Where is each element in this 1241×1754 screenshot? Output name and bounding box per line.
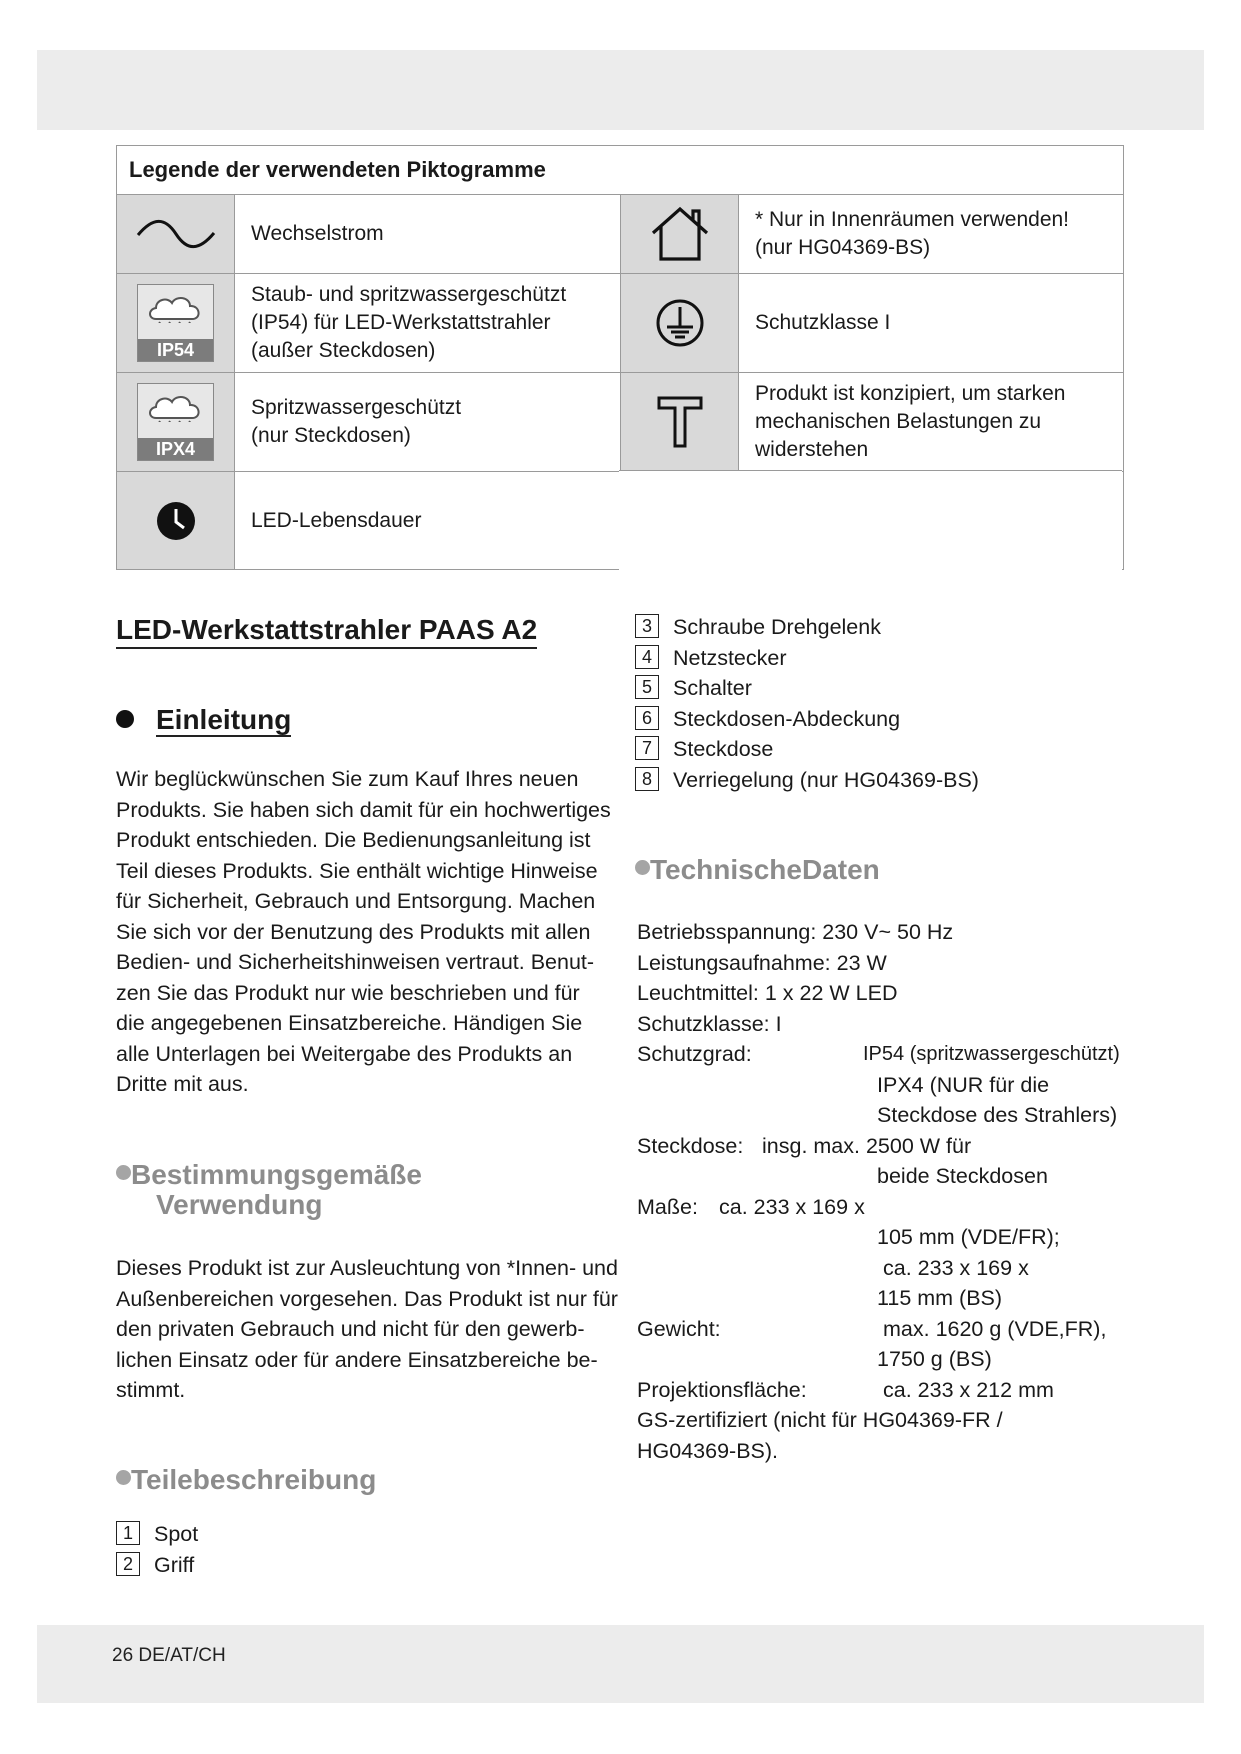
parts-list-left — [116, 1519, 198, 1580]
tech-heading: TechnischeDaten — [635, 854, 880, 886]
list-item: 6 Steckdosen-Abdeckung — [635, 704, 979, 735]
bullet-icon — [116, 1470, 131, 1485]
hammer-icon — [621, 373, 739, 471]
ip54-icon — [137, 284, 214, 362]
legend-text-ip54-2: (IP54) für LED-Werkstattstrahler — [251, 311, 551, 334]
ipx4-icon — [137, 383, 214, 461]
clock-icon — [117, 472, 235, 569]
list-item: 5 Schalter — [635, 673, 979, 704]
legend-text-ipx4-2: (nur Steckdosen) — [251, 424, 411, 447]
usage-paragraph: Dieses Produkt ist zur Ausleuchtung von *Innen- und Außenbereichen vorgesehen. Das Produkt ist nur für den privaten Gebrauch und nicht für den gewerb- lichen Einsatz oder für andere Einsatzbereiche be- stimmt. — [116, 1256, 618, 1402]
list-item: 1 Spot — [116, 1519, 198, 1550]
legend-text-ipx4-1: Spritzwassergeschützt — [251, 396, 462, 419]
legend-text-protection: Schutzklasse I — [755, 311, 891, 334]
header-band — [37, 50, 1204, 130]
page-number: 26 DE/AT/CH — [112, 1645, 226, 1666]
ip54-badge: IP54 — [138, 339, 213, 361]
legend-text-ac: Wechselstrom — [251, 222, 384, 245]
legend-text-led-life: LED-Lebensdauer — [251, 508, 422, 532]
legend-text-indoor-1: * Nur in Innenräumen verwenden! — [755, 208, 1070, 231]
legend-row — [117, 373, 1123, 472]
list-item: 7 Steckdose — [635, 734, 979, 765]
legend-row — [117, 274, 1123, 373]
tech-specs: Betriebsspannung: 230 V~ 50 Hz Leistungsaufnahme: 23 W Leuchtmittel: 1 x 22 W LED Schutzklasse: I Schutzgrad: IP54 (spritzwassergeschützt) IPX4 (NUR für die Steckdose des Strahlers) Steckdose: insg. max. 2500 W für beide Steckdosen Maße: ca. 233 x 169 x 105 mm (VDE/FR); ca. 233 x 169 x 115 mm (BS) Gewicht: max. 1620 g (VDE,FR), 1750 g (BS) Projektionsfläche: ca. 233 x 212 mm GS-zertifiziert (nicht für HG04369-FR / HG04369-BS). — [637, 920, 1120, 1463]
legend-text-ip54-3: (außer Steckdosen) — [251, 339, 436, 362]
legend-text-indoor-2: (nur HG04369-BS) — [755, 236, 931, 259]
ac-wave-icon — [117, 195, 235, 273]
legend-text-robust-2: mechanischen Belastungen zu — [755, 410, 1042, 433]
legend-text-ip54-1: Staub- und spritzwassergeschützt — [251, 283, 567, 306]
bullet-icon — [635, 860, 650, 875]
product-title: LED-Werkstattstrahler PAAS A2 — [116, 614, 537, 649]
bullet-icon — [116, 1165, 131, 1180]
parts-heading: Teilebeschreibung — [116, 1464, 376, 1496]
parts-list-right — [635, 612, 979, 795]
usage-heading: Bestimmungsgemäße Verwendung — [116, 1160, 422, 1220]
list-item: 3 Schraube Drehgelenk — [635, 612, 979, 643]
legend-text-robust-1: Produkt ist konzipiert, um starken — [755, 382, 1066, 405]
house-icon — [621, 195, 739, 273]
list-item: 4 Netzstecker — [635, 643, 979, 674]
protection-class-icon — [621, 274, 739, 372]
intro-heading: Einleitung — [116, 704, 291, 736]
list-item: 2 Griff — [116, 1550, 198, 1581]
list-item: 8 Verriegelung (nur HG04369-BS) — [635, 765, 979, 796]
ipx4-badge: IPX4 — [138, 438, 213, 460]
intro-paragraph: Wir beglückwünschen Sie zum Kauf Ihres neuen Produkts. Sie haben sich damit für ein hochwertiges Produkt entschieden. Die Bedienungsanleitung ist Teil dieses Produkts. Sie enthält wichtige Hinweise für Sicherheit, Gebrauch und Entsorgung. Machen Sie sich vor der Benutzung des Produkts mit allen Bedien- und Sicherheitshinweisen vertraut. Benut- zen Sie das Produkt nur wie beschrieben und für die angegebenen Einsatzbereiche. Händigen Sie alle Unterlagen bei Weitergabe des Produkts an Dritte mit aus. — [116, 767, 611, 1096]
legend-title: Legende der verwendeten Piktogramme — [117, 146, 1123, 195]
bullet-icon — [116, 710, 134, 728]
legend-text-robust-3: widerstehen — [755, 438, 869, 461]
legend-row — [117, 195, 1123, 274]
